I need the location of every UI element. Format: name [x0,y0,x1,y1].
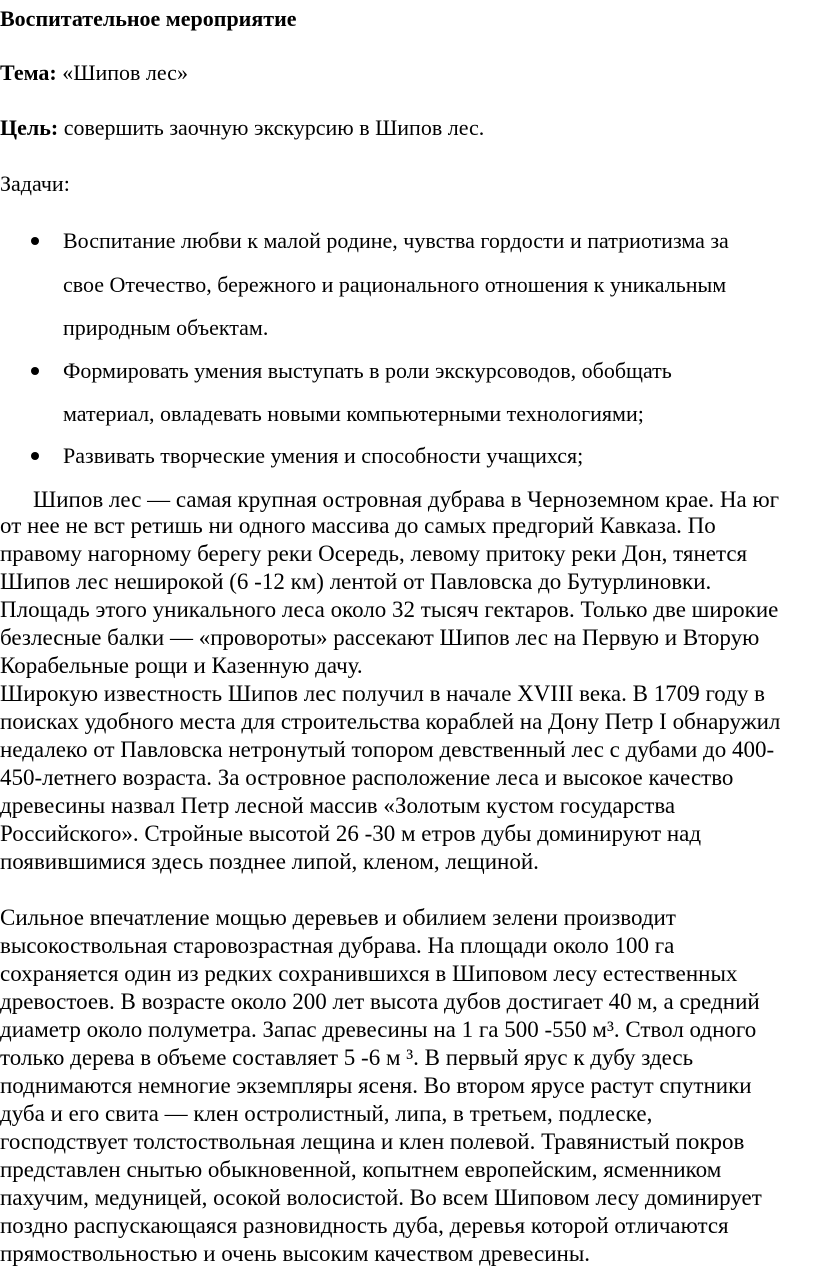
document-title: Воспитательное мероприятие [0,6,297,31]
task-line: Воспитание любви к малой родине, чувства гордости и патриотизма за [63,228,729,253]
theme-line [0,60,188,86]
goal-label: Цель: [0,115,59,140]
task-line: свое Отечество, бережного и рационального отношения к уникальным [63,272,727,297]
paragraph-line: правому нагорному берегу реки Осередь, левому притоку реки Дон, тянется [0,541,748,566]
paragraph-line: сохраняется один из редких сохранившихся в Шиповом лесу естественных [0,961,738,986]
paragraph-line: Корабельные рощи и Казенную дачу. [0,653,363,678]
paragraph-line: поздно распускающаяся разновидность дуба, деревья которой отличаются [0,1213,729,1238]
task-line: Формировать умения выступать в роли экскурсоводов, обобщать [63,358,672,383]
paragraph-line: представлен снытью обыкновенной, копытнем европейским, ясменником [0,1157,722,1182]
paragraph-line: поднимаются немногие экземпляры ясеня. Во втором ярусе растут спутники [0,1073,752,1098]
goal-value: совершить заочную экскурсию в Шипов лес. [58,115,485,140]
paragraph-line: господствует толстоствольная лещина и клен полевой. Травянистый покров [0,1129,745,1154]
bullet-icon [31,237,39,245]
paragraph-line: Шипов лес — самая крупная островная дубрава в Черноземном крае. На юг [33,487,780,512]
paragraph-line: недалеко от Павловска нетронутый топором девственный лес с дубами до 400- [0,737,775,762]
paragraph-line: от нее не вст ретишь ни одного массива до самых предгорий Кавказа. По [0,513,716,538]
paragraph-line: диаметр около полуметра. Запас древесины на 1 га 500 -550 м³. Ствол одного [0,1017,757,1042]
tasks-label: Задачи: [0,171,70,196]
task-line: природным объектам. [63,315,269,340]
paragraph-line: поисках удобного места для строительства кораблей на Дону Петр I обнаружил [0,709,781,734]
paragraph-line: Российского». Стройные высотой 26 -30 м етров дубы доминируют над [0,821,702,846]
bullet-icon [31,367,39,375]
task-line: материал, овладевать новыми компьютерными технологиями; [63,401,644,426]
paragraph-line: Широкую известность Шипов лес получил в начале XVIII века. В 1709 году в [0,681,765,706]
paragraph-line: прямоствольностью и очень высоким качеством древесины. [0,1241,591,1266]
paragraph-line: только дерева в объеме составляет 5 -6 м ³. В первый ярус к дубу здесь [0,1045,694,1070]
paragraph-line: Сильное впечатление мощью деревьев и обилием зелени производит [0,905,676,930]
paragraph-line: пахучим, медуницей, осокой волосистой. Во всем Шиповом лесу доминирует [0,1185,762,1210]
paragraph-line: безлесные балки — «провороты» рассекают Шипов лес на Первую и Вторую [0,625,760,650]
paragraph-line: появившимися здесь позднее липой, кленом, лещиной. [0,849,539,874]
paragraph-line: Шипов лес неширокой (6 -12 км) лентой от Павловска до Бутурлиновки. [0,569,712,594]
theme-label: Тема: [0,60,57,85]
paragraph-line: 450-летнего возраста. За островное расположение леса и высокое качество [0,765,734,790]
paragraph-line: древесины назвал Петр лесной массив «Золотым кустом государства [0,793,676,818]
goal-line [0,115,484,141]
paragraph-line: дуба и его свита — клен остролистный, липа, в третьем, подлеске, [0,1101,653,1126]
paragraph-line: древостоев. В возрасте около 200 лет высота дубов достигает 40 м, а средний [0,989,760,1014]
task-line: Развивать творческие умения и способности учащихся; [63,443,584,468]
theme-value: «Шипов лес» [56,60,188,85]
paragraph-line: Площадь этого уникального леса около 32 тысяч гектаров. Только две широкие [0,597,779,622]
bullet-icon [31,452,39,460]
paragraph-line: высокоствольная старовозрастная дубрава. На площади около 100 га [0,933,675,958]
